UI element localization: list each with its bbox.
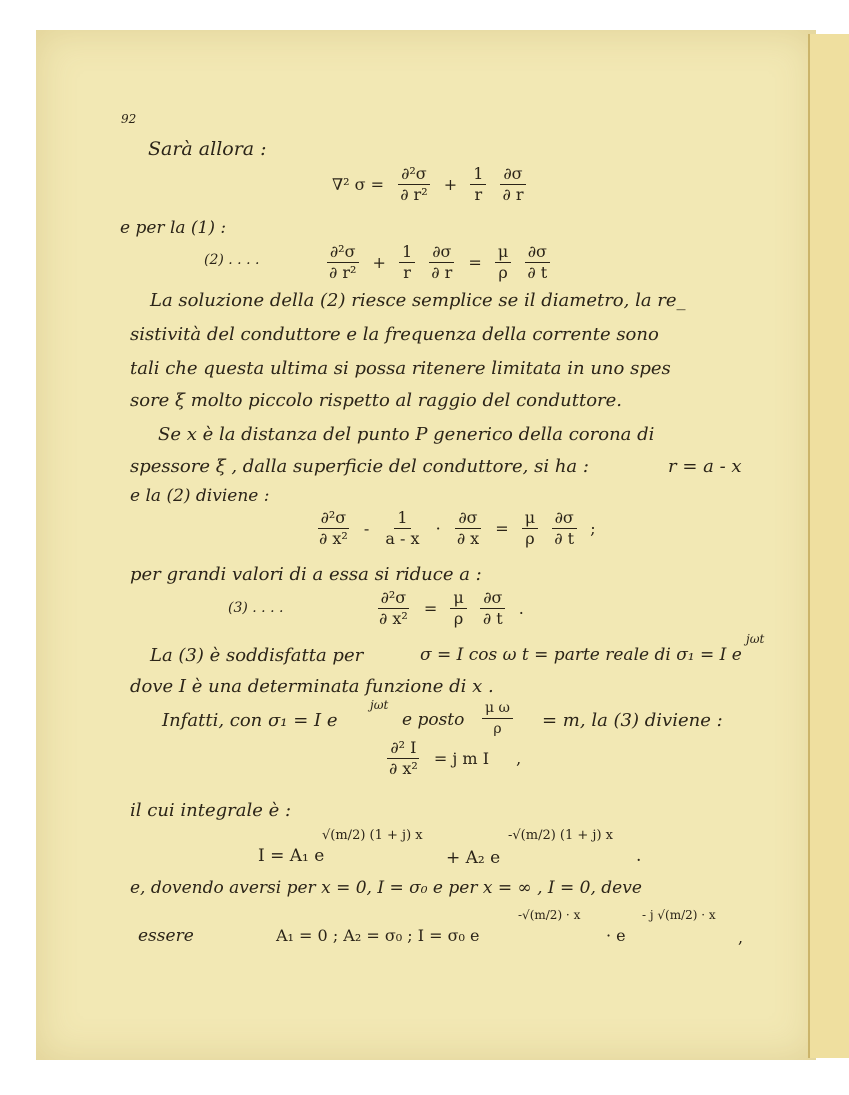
eq6-frac — [386, 738, 421, 779]
paragraph-line-12: Infatti, con σ₁ = I e — [162, 710, 338, 731]
eq2-den5: ∂ t — [527, 263, 548, 282]
eq2-label: (2) . . . . — [204, 252, 260, 268]
eq5-den: ρ — [493, 721, 502, 737]
eq6-den: ∂ x² — [389, 759, 418, 778]
eq2-num2: 1 — [399, 242, 415, 263]
integral-part-a: I = A₁ e — [258, 846, 325, 866]
eq4-num3: ∂σ — [480, 588, 505, 609]
eq1-den2: r — [474, 185, 483, 204]
eq3-den4: ρ — [525, 529, 535, 548]
paragraph-line-7: e la (2) diviene : — [130, 486, 270, 506]
eq5-frac — [482, 698, 513, 739]
final-mid: · e — [606, 926, 626, 945]
eq2-num5: ∂σ — [525, 242, 550, 263]
integral-part-b: + A₂ e — [446, 848, 501, 868]
eq1-den1: ∂ r² — [400, 185, 428, 204]
eq4-num2: μ — [450, 588, 466, 609]
eq3-den1: ∂ x² — [319, 529, 348, 548]
line-sara-allora: Sarà allora : — [148, 138, 267, 160]
eq2-equals: = — [468, 253, 482, 272]
eq3-den2: a - x — [385, 529, 420, 548]
eq4-period: . — [518, 599, 524, 618]
integral-exp-2: -√(m/2) (1 + j) x — [508, 828, 613, 843]
eq1-num3: ∂σ — [500, 164, 525, 185]
eq3-frac1 — [316, 508, 351, 549]
integral-exp-1: √(m/2) (1 + j) x — [322, 828, 423, 843]
eq6-num: ∂² I — [387, 738, 419, 759]
relation-r-equals: r = a - x — [668, 456, 742, 477]
infatti-exponent: jωt — [370, 698, 389, 712]
eq4-frac1 — [376, 588, 411, 629]
eq2-den4: ρ — [498, 263, 508, 282]
eq3-num2: 1 — [394, 508, 410, 529]
eq2-frac3 — [428, 242, 455, 283]
paragraph-line-2: sistività del conduttore e la frequenza della corrente sono — [130, 324, 659, 345]
equation-current — [382, 738, 525, 779]
eq1-num2: 1 — [470, 164, 486, 185]
eq1-num1: ∂²σ — [398, 164, 430, 185]
paragraph-line-3: tali che questa ultima si possa ritenere limitata in uno spes — [130, 358, 671, 379]
eq2-num3: ∂σ — [429, 242, 454, 263]
mu-omega-fraction — [478, 698, 517, 739]
paragraph-line-1: La soluzione della (2) riesce semplice se il diametro, la re_ — [150, 290, 686, 311]
eq2-frac1 — [326, 242, 359, 283]
final-exp-2: - j √(m/2) · x — [642, 908, 716, 922]
eq2-num1: ∂²σ — [327, 242, 359, 263]
eq3-frac5 — [551, 508, 577, 549]
eq2-den1: ∂ r² — [329, 263, 357, 282]
eq3-num1: ∂²σ — [318, 508, 350, 529]
equation-3 — [372, 588, 528, 629]
eq4-equals: = — [423, 599, 438, 618]
equation-laplacian — [328, 164, 531, 205]
eq6-comma: , — [516, 749, 522, 768]
eq3-num5: ∂σ — [552, 508, 577, 529]
eq2-plus: + — [372, 253, 386, 272]
eq3-den5: ∂ t — [554, 529, 575, 548]
eq1-frac1 — [397, 164, 430, 205]
eq1-frac3 — [499, 164, 526, 205]
paragraph-line-12-end: = m, la (3) diviene : — [542, 710, 723, 731]
eq6-rhs: = j m I — [433, 749, 490, 768]
eq3-frac3 — [454, 508, 482, 549]
eq3-den3: ∂ x — [456, 529, 480, 548]
eq4-den2: ρ — [453, 609, 464, 628]
paragraph-line-13: il cui integrale è : — [130, 800, 292, 821]
paragraph-line-14: e, dovendo aversi per x = 0, I = σ₀ e per x = ∞ , I = 0, deve — [130, 878, 642, 898]
solution-exponent: jωt — [746, 632, 765, 646]
paragraph-line-11: dove I è una determinata funzione di x . — [130, 676, 494, 697]
final-comma: , — [738, 928, 744, 947]
eq3-semicolon: ; — [590, 519, 596, 538]
eq3-label: (3) . . . . — [228, 600, 284, 616]
integral-period: . — [636, 846, 642, 866]
line-per-la-1: e per la (1) : — [120, 218, 227, 238]
eq2-den2: r — [403, 263, 411, 282]
eq3-equals: = — [495, 519, 509, 538]
word-essere: essere — [138, 926, 194, 946]
eq2-den3: ∂ r — [431, 263, 453, 282]
eq1-frac2 — [470, 164, 486, 205]
equation-diffusion-full — [312, 508, 600, 549]
eq1-den3: ∂ r — [502, 185, 524, 204]
eq4-num1: ∂²σ — [378, 588, 410, 609]
equation-2 — [322, 242, 554, 283]
paragraph-line-5: Se x è la distanza del punto P generico della corona di — [158, 424, 655, 445]
solution-expression: σ = I cos ω t = parte reale di σ₁ = I e — [420, 645, 742, 665]
eq3-minus: - — [363, 519, 370, 538]
eq4-frac2 — [450, 588, 466, 629]
eq2-frac4 — [495, 242, 511, 283]
eq3-num3: ∂σ — [455, 508, 480, 529]
eq1-plus: + — [443, 175, 458, 194]
final-conditions: A₁ = 0 ; A₂ = σ₀ ; I = σ₀ e — [276, 926, 480, 945]
eq5-num: μ ω — [482, 698, 513, 719]
eq2-frac2 — [399, 242, 415, 283]
eq3-frac2 — [382, 508, 422, 549]
eq4-den3: ∂ t — [482, 609, 503, 628]
eq3-num4: μ — [522, 508, 538, 529]
eq1-lhs: ∇² σ = — [332, 175, 385, 194]
paragraph-line-8: per grandi valori di a essa si riduce a : — [130, 564, 482, 585]
paragraph-line-10: La (3) è soddisfatta per — [150, 645, 364, 666]
adjacent-page-edge — [808, 34, 849, 1058]
eq2-frac5 — [524, 242, 550, 283]
paragraph-line-6: spessore ξ , dalla superficie del conduttore, si ha : — [130, 456, 589, 477]
eq3-dot: · — [435, 519, 441, 538]
eq4-frac3 — [480, 588, 506, 629]
eq3-frac4 — [522, 508, 538, 549]
posto-word: e posto — [402, 710, 465, 730]
eq4-den1: ∂ x² — [379, 609, 408, 628]
paragraph-line-4: sore ξ molto piccolo rispetto al raggio del conduttore. — [130, 390, 623, 411]
final-exp-1: -√(m/2) · x — [518, 908, 581, 922]
page-number: 92 — [121, 112, 137, 126]
eq2-num4: μ — [495, 242, 511, 263]
